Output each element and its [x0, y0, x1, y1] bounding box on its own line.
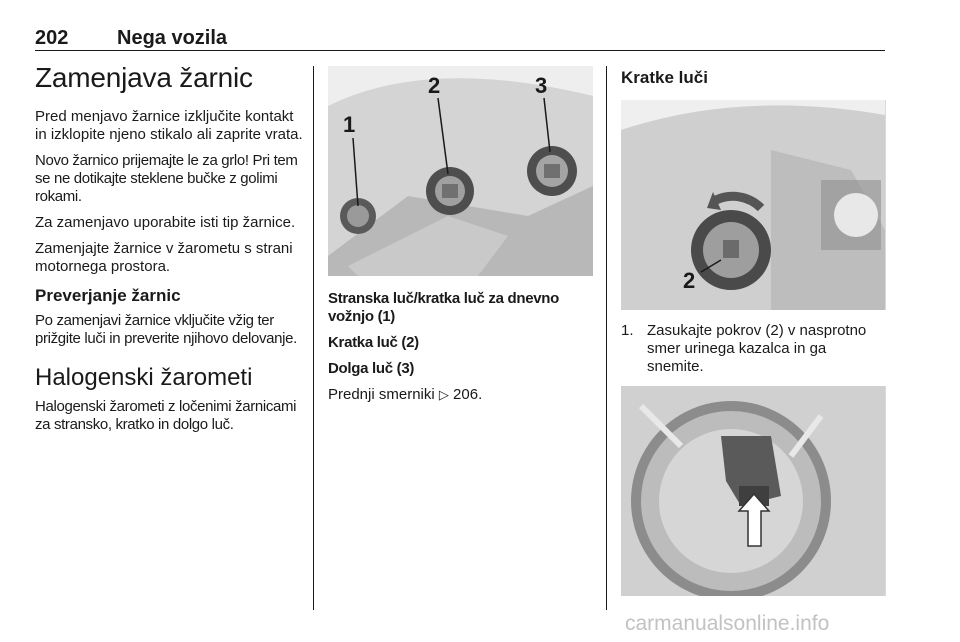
step-number: 1. — [621, 322, 634, 339]
reference-text: Prednji smerniki — [328, 386, 435, 403]
headlight-bulbs-photo — [328, 66, 593, 276]
reference-page: 206. — [453, 386, 483, 403]
paragraph: Zamenjajte žarnice v žarometu s strani motornega prostora. — [35, 240, 293, 275]
column-divider — [606, 66, 607, 610]
watermark: carmanualsonline.info — [625, 612, 830, 635]
step-text: Zasukajte pokrov (2) v nasprotno smer urinega kazalca in ga snemite. — [647, 322, 867, 375]
list-item — [621, 322, 885, 376]
paragraph: Novo žarnico prijemajte le za grlo! Pri tem se ne dotikajte steklene bučke z golimi rokami. — [35, 152, 298, 205]
column-divider — [313, 66, 314, 610]
section-heading: Halogenski žarometi — [35, 364, 253, 391]
cross-reference[interactable] — [328, 386, 593, 404]
instruction-list — [621, 322, 885, 376]
low-beam-cover-photo — [621, 100, 886, 310]
column-right — [621, 66, 885, 596]
photo-caption: Kratka luč (2) — [328, 334, 419, 351]
photo-callout: 3 — [535, 73, 548, 98]
paragraph: Po zamenjavi žarnice vključite vžig ter prižgite luči in preverite njihovo delovanje. — [35, 312, 297, 347]
paragraph: Pred menjavo žarnice izključite kontakt in izklopite njeno stikalo ali zaprite vrata. — [35, 108, 303, 143]
chapter-title: Nega vozila — [117, 27, 228, 49]
column-left — [35, 62, 303, 442]
photo-caption: Dolga luč (3) — [328, 360, 415, 377]
photo-callout: 1 — [343, 112, 356, 137]
paragraph: Za zamenjavo uporabite isti tip žarnice. — [35, 214, 296, 231]
arrow-right-icon: ▷ — [438, 387, 449, 402]
bulb-connector-photo — [621, 386, 886, 596]
subheading: Kratke luči — [621, 68, 708, 87]
paragraph: Halogenski žarometi z ločenimi žarnicami za stransko, kratko in dolgo luč. — [35, 398, 297, 433]
page-number: 202 — [35, 27, 69, 49]
section-title: Zamenjava žarnic — [35, 62, 253, 93]
photo-caption: Stranska luč/kratka luč za dnevno vožnjo (1) — [328, 290, 560, 325]
photo-callout: 2 — [428, 73, 441, 98]
page-header — [35, 22, 885, 51]
photo-callout: 2 — [683, 268, 696, 293]
column-middle — [328, 66, 593, 412]
subheading: Preverjanje žarnic — [35, 286, 181, 305]
